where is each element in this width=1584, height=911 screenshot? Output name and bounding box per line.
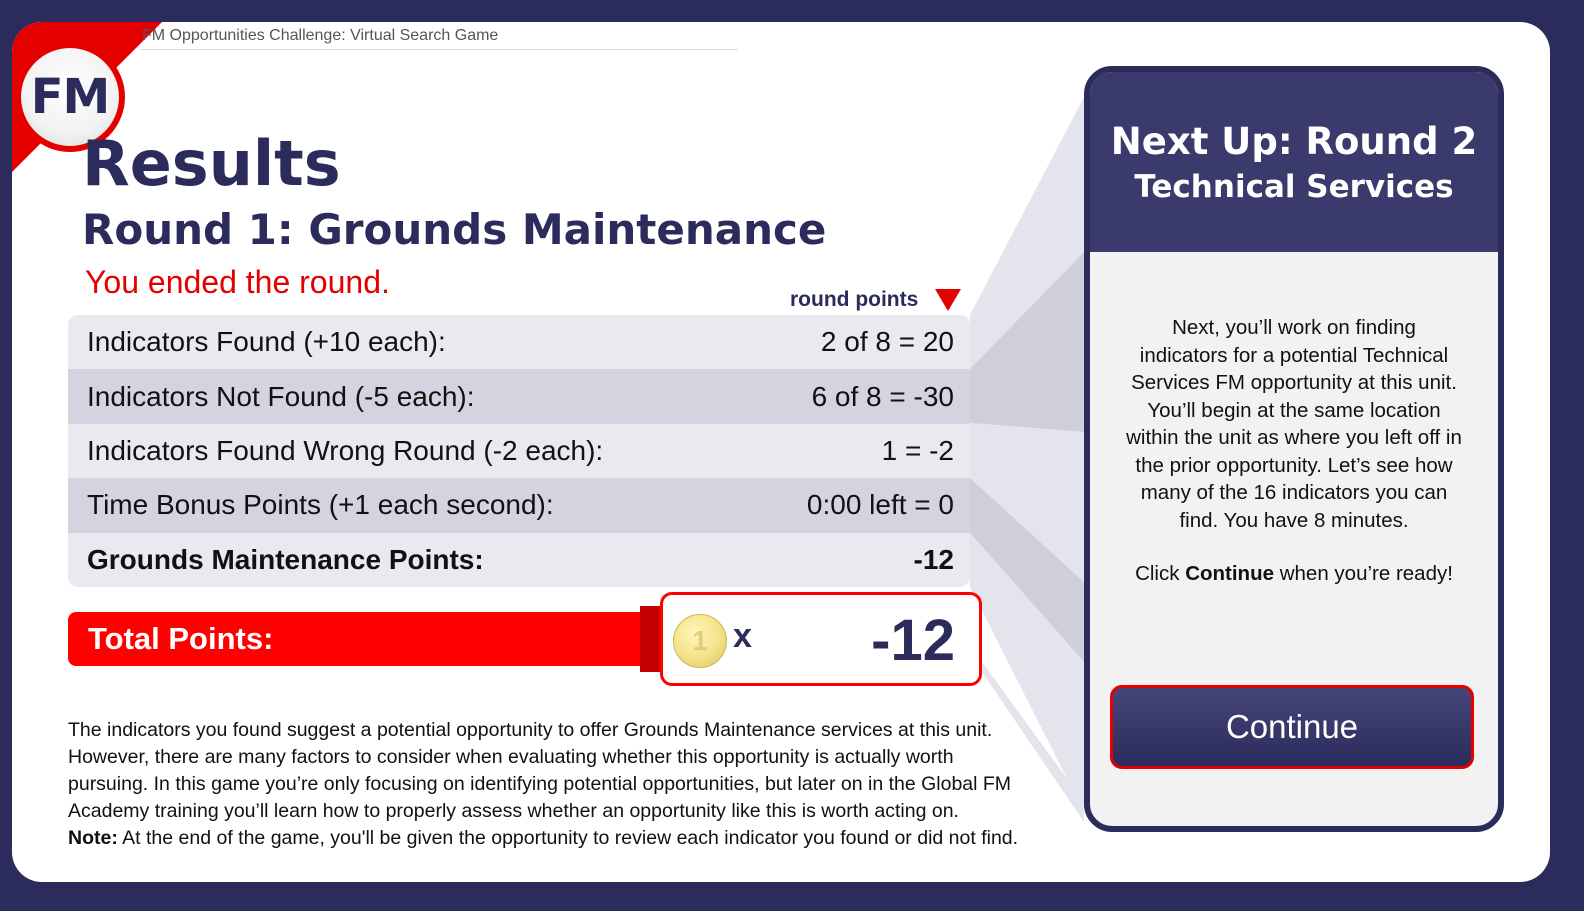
note-text: At the end of the game, you'll be given the opportunity to review each indicator you found or did not find. [117, 827, 1019, 849]
row-label: Indicators Not Found (-5 each): [87, 380, 475, 412]
total-points-label: Total Points: [88, 621, 274, 656]
description-paragraph [1118, 314, 1470, 534]
score-row-not-found [68, 369, 970, 423]
cta-post: when you’re ready! [1274, 562, 1453, 585]
round-points-label: round points [790, 288, 919, 311]
description-line: find. You have 8 minutes. [1179, 508, 1409, 532]
coin-icon: 1 [673, 614, 727, 668]
row-label: Time Bonus Points (+1 each second): [87, 489, 554, 521]
explanation-line: Academy training you’ll learn how to properly assess whether an opportunity like this is worth acting on. [68, 800, 959, 822]
row-label: Indicators Found (+10 each): [87, 326, 446, 358]
next-round-description [1090, 252, 1498, 588]
page-title: Results [82, 127, 341, 200]
total-points-bar [68, 612, 658, 666]
row-label: Grounds Maintenance Points: [87, 543, 484, 575]
down-arrow-icon [935, 289, 961, 311]
next-round-panel [1084, 66, 1504, 832]
explanation-line: pursuing. In this game you’re only focusing on identifying potential opportunities, but later on in the Global FM [68, 773, 1012, 795]
next-round-header [1090, 72, 1498, 252]
score-row-time-bonus [68, 478, 970, 532]
total-points-box [660, 592, 982, 686]
explanation-text [68, 717, 1058, 852]
description-line: indicators for a potential Technical [1139, 343, 1449, 367]
row-label: Indicators Found Wrong Round (-2 each): [87, 434, 604, 466]
multiplier-sign: x [733, 617, 752, 655]
note-line [68, 825, 1058, 852]
description-line: You’ll begin at the same location [1147, 398, 1441, 422]
results-screen [12, 22, 1550, 882]
score-row-wrong-round [68, 424, 970, 478]
score-table [68, 315, 970, 587]
description-line: within the unit as where you left off in [1126, 426, 1462, 449]
row-value: 0:00 left = 0 [806, 489, 954, 521]
explanation-line: However, there are many factors to consider when evaluating whether this opportunity is actually worth [68, 746, 954, 768]
description-line: Services FM opportunity at this unit. [1131, 371, 1457, 394]
row-value: 1 = -2 [881, 434, 954, 466]
fm-logo: FM [21, 48, 119, 146]
explanation-line: The indicators you found suggest a potential opportunity to offer Grounds Maintenance services at this unit. [68, 719, 993, 741]
description-line: the prior opportunity. Let’s see how [1135, 453, 1453, 477]
round-title: Round 1: Grounds Maintenance [82, 205, 827, 254]
total-points-value: -12 [871, 608, 955, 673]
description-line: many of the 16 indicators you can [1140, 481, 1448, 504]
app-title: FM Opportunities Challenge: Virtual Search Game [140, 27, 738, 50]
row-value: 2 of 8 = 20 [820, 326, 954, 358]
round-ended-message: You ended the round. [85, 264, 390, 300]
description-line: Next, you’ll work on finding [1172, 316, 1416, 339]
next-round-subtitle: Technical Services [1134, 168, 1454, 205]
next-round-title: Next Up: Round 2 [1110, 119, 1478, 163]
row-value: 6 of 8 = -30 [811, 380, 954, 412]
row-value: -12 [913, 543, 954, 575]
continue-button[interactable]: Continue [1110, 685, 1474, 769]
cta-pre: Click [1135, 562, 1186, 585]
cta-text [1118, 560, 1470, 588]
score-row-subtotal [68, 533, 970, 587]
cta-bold: Continue [1185, 562, 1275, 585]
score-row-found [68, 315, 970, 369]
note-label: Note: [68, 827, 118, 849]
